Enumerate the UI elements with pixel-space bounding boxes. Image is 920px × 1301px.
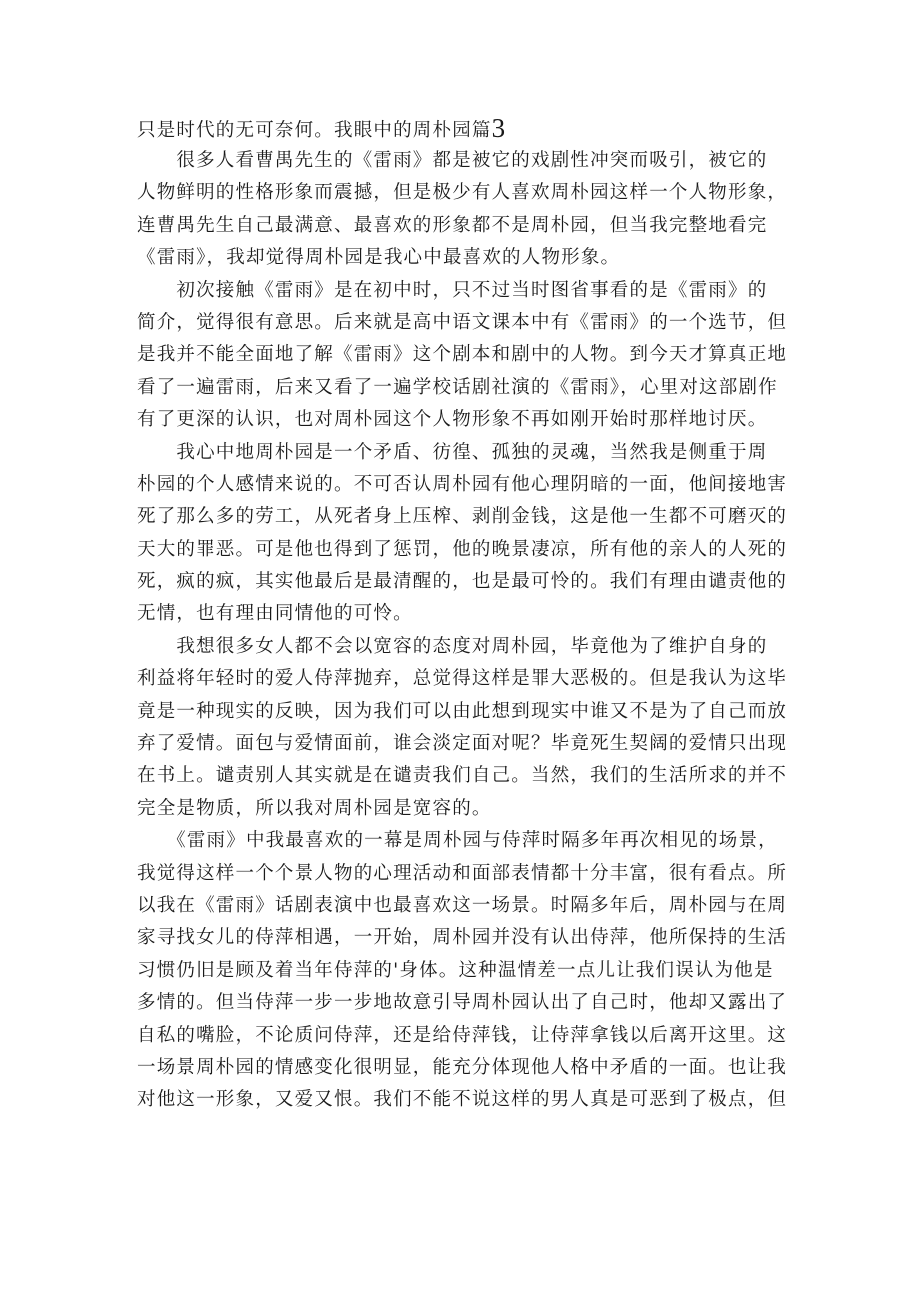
body-line: 多情的。但当侍萍一步一步地故意引导周朴园认出了自己时，他却又露出了 (137, 992, 788, 1014)
body-line: 有了更深的认识，也对周朴园这个人物形象不再如刚开始时那样地讨厌。 (137, 409, 768, 431)
body-line: 人物鲜明的性格形象而震撼，但是极少有人喜欢周朴园这样一个人物形象， (137, 182, 788, 204)
document-page (137, 111, 797, 1117)
body-line: 连曹禺先生自己最满意、最喜欢的形象都不是周朴园，但当我完整地看完 (137, 214, 768, 236)
body-line: 习惯仍旧是顾及着当年侍萍的'身体。这种温情差一点儿让我们误认为他是 (137, 959, 774, 981)
body-line: 很多人看曹禺先生的《雷雨》都是被它的戏剧性冲突而吸引，被它的 (137, 150, 768, 171)
body-line: 是我并不能全面地了解《雷雨》这个剧本和剧中的人物。到今天才算真正地 (137, 344, 788, 366)
section-heading-number: 3 (491, 113, 506, 143)
body-line: 完全是物质，所以我对周朴园是宽容的。 (137, 797, 492, 819)
body-line: 《雷雨》中我最喜欢的一幕是周朴园与侍萍时隔多年再次相见的场景， (137, 830, 778, 852)
body-line: 死了那么多的劳工，从死者身上压榨、剥削金钱，这是他一生都不可磨灭的 (137, 506, 788, 528)
section-heading-line (137, 111, 797, 145)
body-line: 以我在《雷雨》话剧表演中也最喜欢这一场景。时隔多年后，周朴园与在周 (137, 894, 788, 916)
body-line: 利益将年轻时的爱人侍萍抛弃，总觉得这样是罪大恶极的。但是我认为这毕 (137, 668, 788, 690)
body-line: 朴园的个人感情来说的。不可否认周朴园有他心理阴暗的一面，他间接地害 (137, 473, 788, 495)
body-line: 竟是一种现实的反映，因为我们可以由此想到现实中谁又不是为了自己而放 (137, 700, 788, 722)
body-line: 无情，也有理由同情他的可怜。 (137, 603, 413, 625)
body-line: 死，疯的疯，其实他最后是最清醒的，也是最可怜的。我们有理由谴责他的 (137, 571, 788, 593)
body-line: 《雷雨》，我却觉得周朴园是我心中最喜欢的人物形象。 (137, 247, 621, 269)
body-line: 我想很多女人都不会以宽容的态度对周朴园，毕竟他为了维护自身的 (137, 635, 768, 657)
body-line: 在书上。谴责别人其实就是在谴责我们自己。当然，我们的生活所求的并不 (137, 765, 788, 787)
body-line: 天大的罪恶。可是他也得到了惩罚，他的晚景凄凉，所有他的亲人的人死的 (137, 538, 788, 560)
body-line: 我心中地周朴园是一个矛盾、彷徨、孤独的灵魂，当然我是侧重于周 (137, 441, 768, 463)
body-line: 家寻找女儿的侍萍相遇，一开始，周朴园并没有认出侍萍，他所保持的生活 (137, 927, 788, 949)
body-line: 简介，觉得很有意思。后来就是高中语文课本中有《雷雨》的一个选节，但 (137, 311, 788, 333)
body-line: 自私的嘴脸，不论质问侍萍，还是给侍萍钱，让侍萍拿钱以后离开这里。这 (137, 1024, 788, 1046)
body-line: 看了一遍雷雨，后来又看了一遍学校话剧社演的《雷雨》，心里对这部剧作 (137, 376, 778, 398)
body-line: 弃了爱情。面包与爱情面前，谁会淡定面对呢？毕竟死生契阔的爱情只出现 (137, 733, 788, 755)
body-line: 初次接触《雷雨》是在初中时，只不过当时图省事看的是《雷雨》的 (137, 279, 768, 301)
body-line: 一场景周朴园的情感变化很明显，能充分体现他人格中矛盾的一面。也让我 (137, 1056, 788, 1078)
body-line: 我觉得这样一个个景人物的心理活动和面部表情都十分丰富，很有看点。所 (137, 862, 788, 884)
section-heading-text: 只是时代的无可奈何。我眼中的周朴园篇 (137, 120, 492, 141)
body-line: 对他这一形象，又爱又恨。我们不能不说这样的男人真是可恶到了极点，但 (137, 1089, 788, 1111)
